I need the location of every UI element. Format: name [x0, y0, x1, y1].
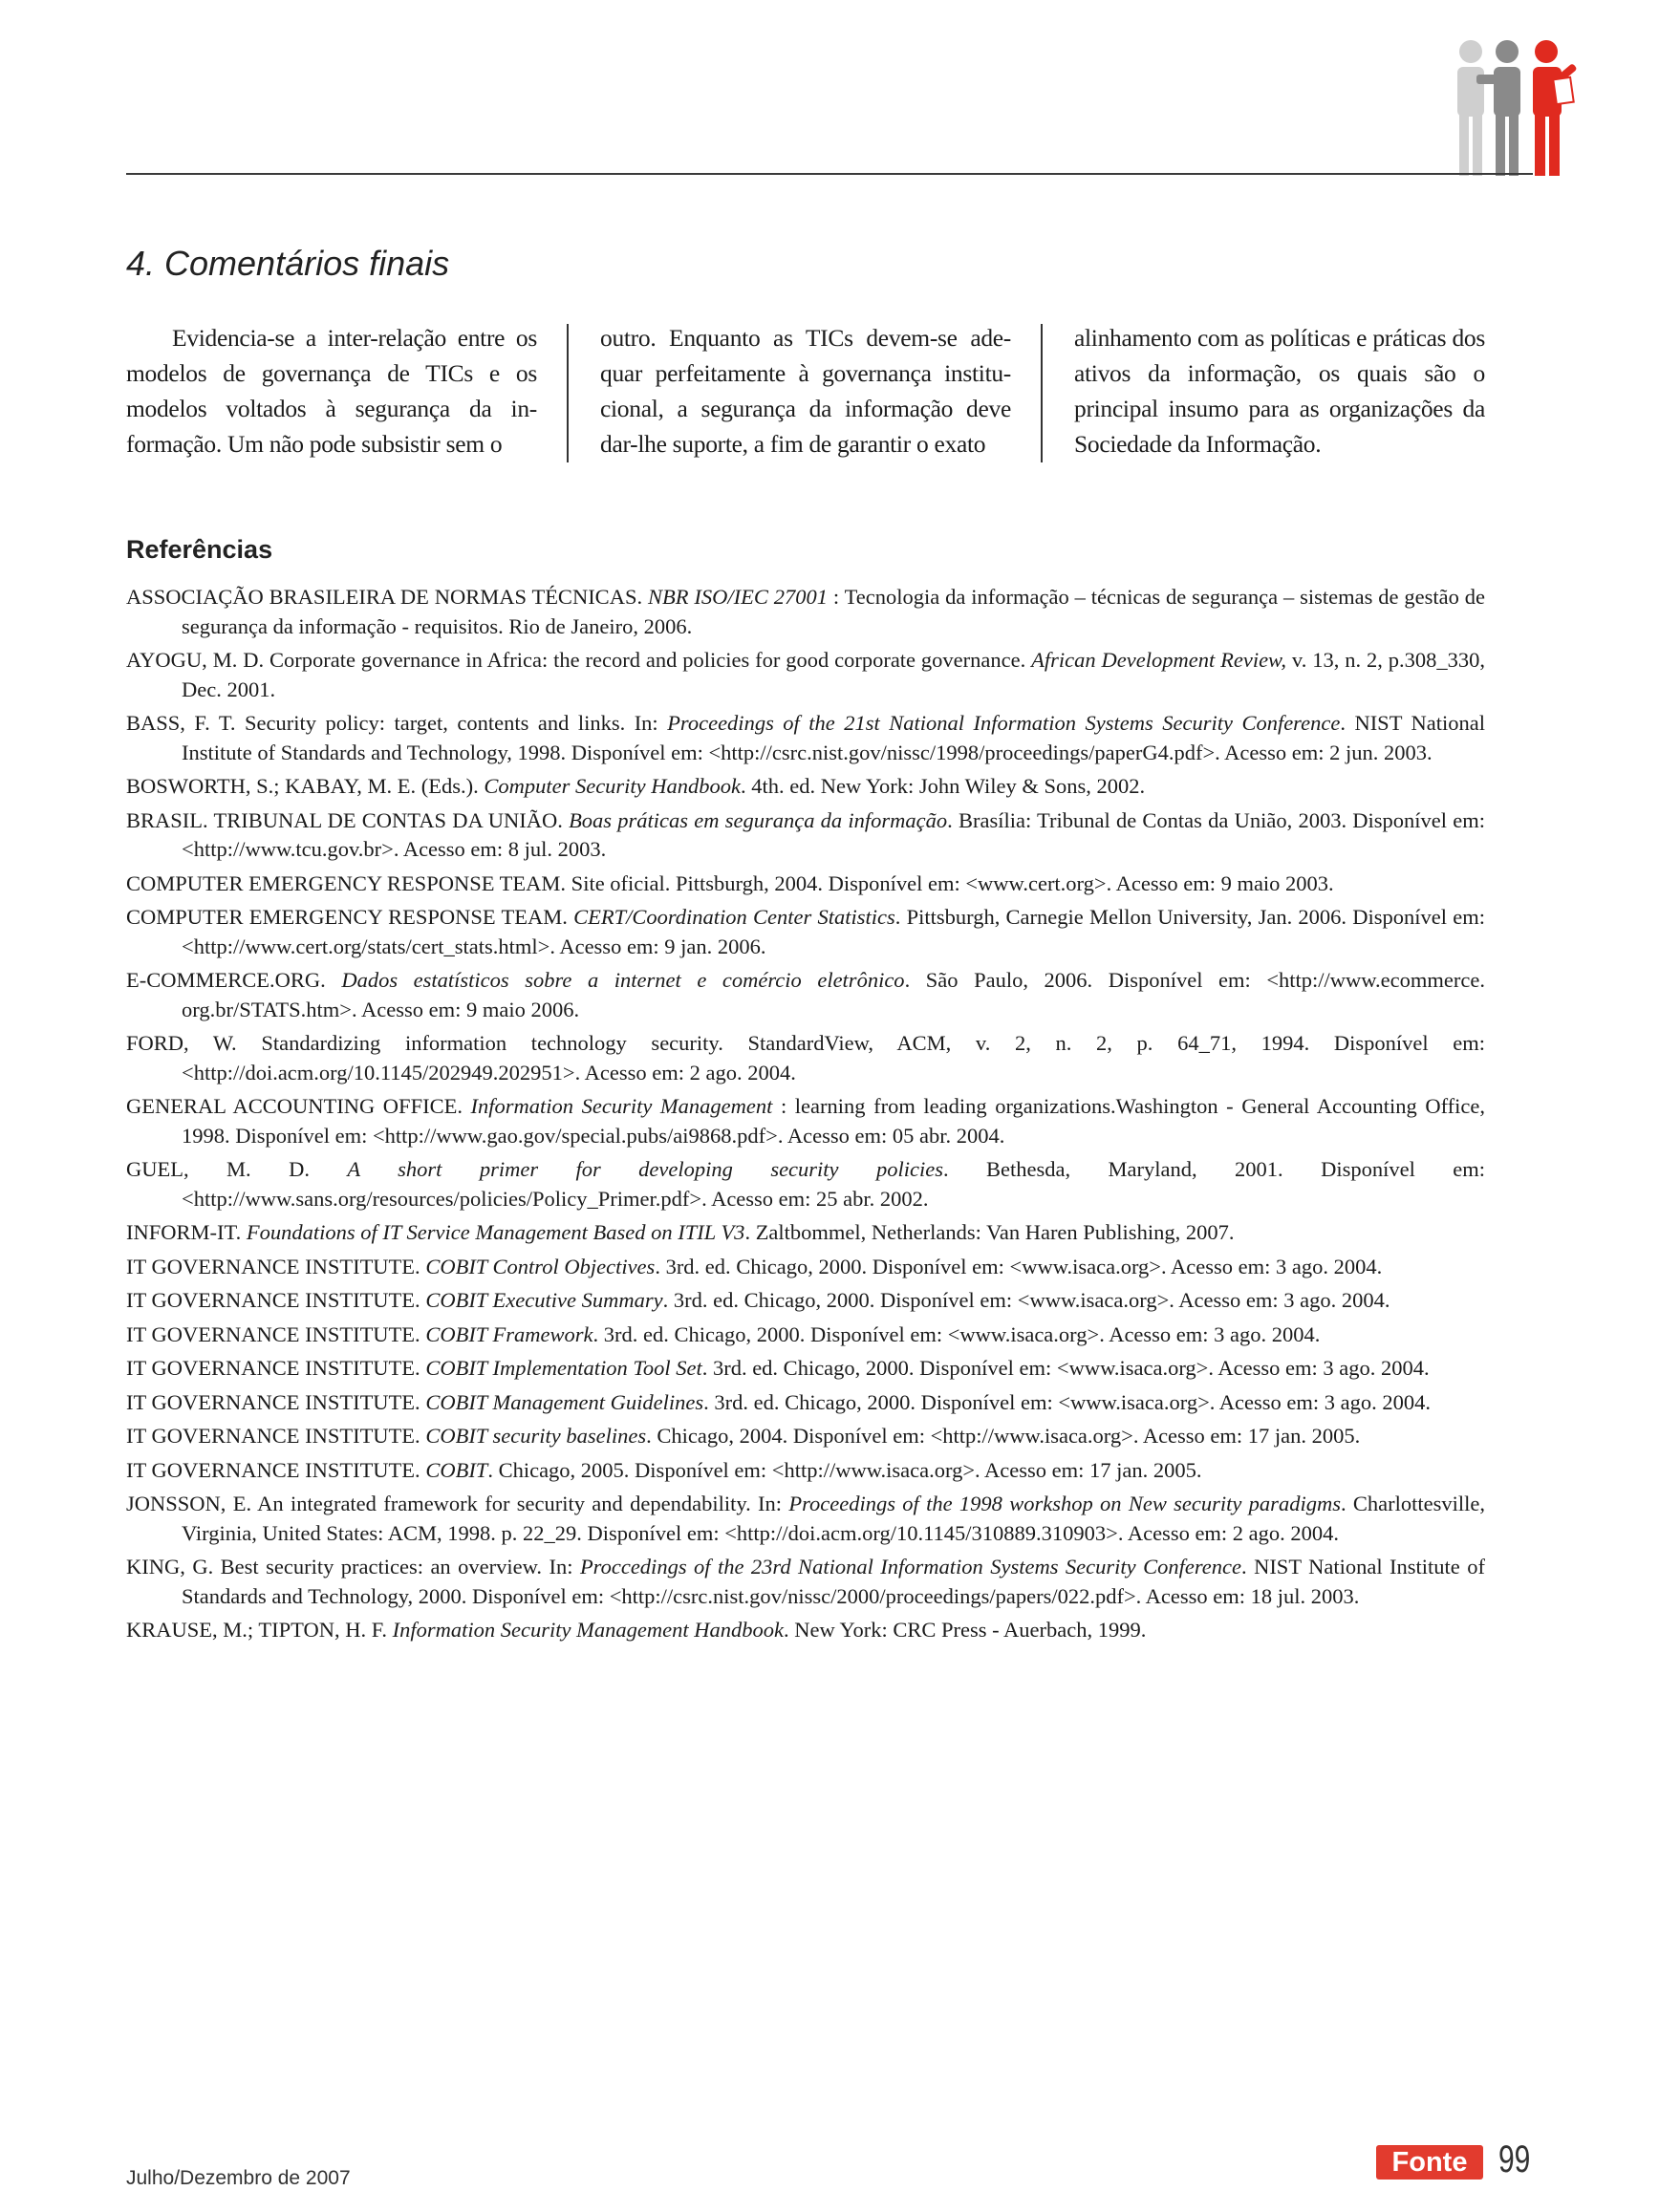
- reference-text: INFORM-IT.: [126, 1220, 247, 1244]
- reference-text: : learning from leading organizations.Washington - General Accounting Office, 1998. Disponível em: <http://www.gao.gov/special.pubs/ai9868.pdf>. Acesso em: 05 abr. 2004.: [182, 1094, 1485, 1148]
- reference-title: COBIT Executive Summary: [425, 1288, 663, 1312]
- reference-title: NBR ISO/IEC 27001: [647, 585, 828, 609]
- reference-text: . 3rd. ed. Chicago, 2000. Disponível em: <www.isaca.org>. Acesso em: 3 ago. 2004.: [703, 1389, 1432, 1414]
- reference-title: Dados estatísticos sobre a internet e comércio eletrônico: [341, 968, 905, 992]
- reference-text: IT GOVERNANCE INSTITUTE.: [126, 1254, 426, 1278]
- reference-title: Foundations of IT Service Management Based on ITIL V3: [246, 1220, 745, 1244]
- reference-title: Computer Security Handbook: [484, 774, 742, 798]
- reference-item: [126, 1092, 1485, 1150]
- reference-text: . Charlottesville, Virginia, United States: ACM, 1998. p. 22_29. Disponível em: <http://doi.acm.org/10.1145/310889.310903>. Acesso em: 2 ago. 2004.: [182, 1492, 1485, 1545]
- reference-title: A short primer for developing security policies: [347, 1157, 943, 1181]
- reference-text: ASSOCIAÇÃO BRASILEIRA DE NORMAS TÉCNICAS.: [126, 585, 648, 609]
- figure-light-icon: [1457, 40, 1484, 176]
- reference-item: [126, 1218, 1485, 1248]
- reference-text: IT GOVERNANCE INSTITUTE.: [126, 1457, 426, 1482]
- reference-title: COBIT: [425, 1457, 488, 1482]
- reference-text: KRAUSE, M.; TIPTON, H. F.: [126, 1618, 393, 1642]
- reference-text: . 3rd. ed. Chicago, 2000. Disponível em: <www.isaca.org>. Acesso em: 3 ago. 2004.: [655, 1254, 1383, 1278]
- reference-text: IT GOVERNANCE INSTITUTE.: [126, 1321, 426, 1346]
- reference-text: . 3rd. ed. Chicago, 2000. Disponível em: <www.isaca.org>. Acesso em: 3 ago. 2004.: [701, 1356, 1430, 1380]
- reference-text: . Chicago, 2005. Disponível em: <http://www.isaca.org>. Acesso em: 17 jan. 2005.: [487, 1457, 1202, 1482]
- footer-date: Julho/Dezembro de 2007: [126, 2167, 351, 2189]
- reference-item: [126, 772, 1485, 802]
- reference-text: IT GOVERNANCE INSTITUTE.: [126, 1288, 426, 1312]
- body-column-3: alinhamento com as políticas e práticas dos ativos da informação, os quais são o principal insumo para as organizações da Sociedade da Informação.: [1074, 324, 1485, 458]
- reference-title: COBIT Implementation Tool Set: [425, 1356, 702, 1380]
- reference-item: [126, 1321, 1485, 1350]
- reference-text: COMPUTER EMERGENCY RESPONSE TEAM. Site oficial. Pittsburgh, 2004. Disponível em: <www.cert.org>. Acesso em: 9 maio 2003.: [126, 870, 1334, 895]
- reference-item: [126, 1029, 1485, 1087]
- reference-text: . Zaltbommel, Netherlands: Van Haren Publishing, 2007.: [744, 1220, 1235, 1244]
- references-title: Referências: [126, 535, 273, 564]
- reference-item: [126, 1553, 1485, 1611]
- reference-title: COBIT Control Objectives: [425, 1254, 656, 1278]
- column-divider: [1041, 324, 1043, 462]
- reference-item: [126, 1286, 1485, 1316]
- reference-text: JONSSON, E. An integrated framework for security and dependability. In:: [126, 1492, 789, 1515]
- body-column-1: Evidencia-se a inter-relação entre os modelos de governança de TICs e os modelos voltados à segurança da in-formação. Um não pode subsistir sem o: [126, 324, 537, 458]
- column-divider: [567, 324, 569, 462]
- reference-item: [126, 1354, 1485, 1384]
- section-title: 4. Comentários finais: [126, 244, 450, 283]
- reference-title: COBIT Framework: [425, 1321, 593, 1346]
- reference-item: [126, 583, 1485, 641]
- reference-item: [126, 1388, 1485, 1418]
- reference-text: IT GOVERNANCE INSTITUTE.: [126, 1356, 426, 1380]
- reference-item: [126, 966, 1485, 1024]
- reference-text: BOSWORTH, S.; KABAY, M. E. (Eds.).: [126, 774, 485, 798]
- reference-title: Information Security Management: [470, 1094, 773, 1118]
- reference-title: Proceedings of the 21st National Information Systems Security Conference: [667, 711, 1341, 735]
- reference-text: GUEL, M. D.: [126, 1157, 348, 1181]
- reference-title: Information Security Management Handbook: [392, 1618, 784, 1642]
- header-rule: [126, 173, 1533, 175]
- reference-text: COMPUTER EMERGENCY RESPONSE TEAM.: [126, 905, 574, 929]
- references-list: [126, 583, 1485, 1650]
- reference-text: . New York: CRC Press - Auerbach, 1999.: [783, 1618, 1147, 1642]
- reference-item: [126, 806, 1485, 865]
- body-columns: [126, 320, 1487, 463]
- reference-text: . NIST National Institute of Standards and Technology, 2000. Disponível em: <http://csrc.nist.gov/nissc/2000/proceedings/papers/022.pdf>. Acesso em: 18 jul. 2003.: [182, 1555, 1485, 1608]
- reference-item: [126, 903, 1485, 961]
- reference-text: v. 13, n. 2, p.308_330, Dec. 2001.: [182, 648, 1485, 701]
- figure-red-icon: [1533, 40, 1578, 176]
- reference-item: [126, 1155, 1485, 1213]
- document-icon: [1553, 77, 1573, 104]
- reference-text: BASS, F. T. Security policy: target, contents and links. In:: [126, 711, 668, 735]
- reference-text: IT GOVERNANCE INSTITUTE.: [126, 1389, 426, 1414]
- reference-item: [126, 1490, 1485, 1548]
- reference-item: [126, 646, 1485, 704]
- reference-text: . Bethesda, Maryland, 2001. Disponível em: <http://www.sans.org/resources/policies/Policy_Primer.pdf>. Acesso em: 25 abr. 2002.: [182, 1157, 1485, 1211]
- reference-item: [126, 1253, 1485, 1282]
- page-number: 99: [1498, 2138, 1531, 2180]
- reference-title: Boas práticas em segurança da informação: [569, 807, 948, 832]
- reference-text: GENERAL ACCOUNTING OFFICE.: [126, 1094, 471, 1118]
- reference-text: . São Paulo, 2006. Disponível em: <http://www.ecommerce. org.br/STATS.htm>. Acesso em: 9 maio 2006.: [182, 968, 1485, 1021]
- reference-item: [126, 870, 1485, 899]
- reference-title: Proccedings of the 23rd National Information Systems Security Conference: [579, 1555, 1241, 1578]
- brand-logo: Fonte: [1376, 2145, 1483, 2180]
- reference-text: . Chicago, 2004. Disponível em: <http://www.isaca.org>. Acesso em: 17 jan. 2005.: [646, 1424, 1361, 1448]
- reference-item: [126, 709, 1485, 767]
- reference-text: FORD, W. Standardizing information technology security. StandardView, ACM, v. 2, n. 2, p. 64_71, 1994. Disponível em: <http://doi.acm.org/10.1145/202949.202951>. Acesso em: 2 ago. 2004.: [126, 1031, 1485, 1085]
- reference-text: : Tecnologia da informação – técnicas de segurança – sistemas de gestão de segurança da informação - requisitos. Rio de Janeiro, 2006.: [182, 585, 1486, 638]
- reference-text: BRASIL. TRIBUNAL DE CONTAS DA UNIÃO.: [126, 807, 570, 832]
- people-logo-icon: [1448, 40, 1586, 176]
- reference-text: . Brasília: Tribunal de Contas da União, 2003. Disponível em: <http://www.tcu.gov.br>. Acesso em: 8 jul. 2003.: [182, 807, 1485, 861]
- reference-title: COBIT security baselines: [425, 1424, 647, 1448]
- reference-text: . 4th. ed. New York: John Wiley & Sons, 2002.: [741, 774, 1146, 798]
- reference-text: . Pittsburgh, Carnegie Mellon University, Jan. 2006. Disponível em: <http://www.cert.org/stats/cert_stats.html>. Acesso em: 9 jan. 2006.: [182, 905, 1485, 958]
- reference-title: CERT/Coordination Center Statistics: [573, 905, 895, 929]
- reference-title: Proceedings of the 1998 workshop on New security paradigms: [788, 1492, 1341, 1515]
- reference-text: . 3rd. ed. Chicago, 2000. Disponível em: <www.isaca.org>. Acesso em: 3 ago. 2004.: [662, 1288, 1390, 1312]
- body-column-2: outro. Enquanto as TICs devem-se ade-quar perfeitamente à governança institu-cional, a segurança da informação deve dar-lhe suporte, a fim de garantir o exato: [600, 324, 1011, 458]
- reference-title: African Development Review,: [1031, 648, 1287, 672]
- reference-text: . 3rd. ed. Chicago, 2000. Disponível em: <www.isaca.org>. Acesso em: 3 ago. 2004.: [592, 1321, 1321, 1346]
- reference-text: IT GOVERNANCE INSTITUTE.: [126, 1424, 426, 1448]
- reference-text: AYOGU, M. D. Corporate governance in Africa: the record and policies for good corporate governance.: [126, 648, 1032, 672]
- reference-text: . NIST National Institute of Standards and Technology, 1998. Disponível em: <http://csrc.nist.gov/nissc/1998/proceedings/paperG4.pdf>. Acesso em: 2 jun. 2003.: [182, 711, 1485, 764]
- reference-text: E-COMMERCE.ORG.: [126, 968, 342, 992]
- reference-item: [126, 1616, 1485, 1645]
- reference-text: KING, G. Best security practices: an overview. In:: [126, 1555, 580, 1578]
- reference-item: [126, 1456, 1485, 1486]
- reference-item: [126, 1422, 1485, 1451]
- reference-title: COBIT Management Guidelines: [425, 1389, 704, 1414]
